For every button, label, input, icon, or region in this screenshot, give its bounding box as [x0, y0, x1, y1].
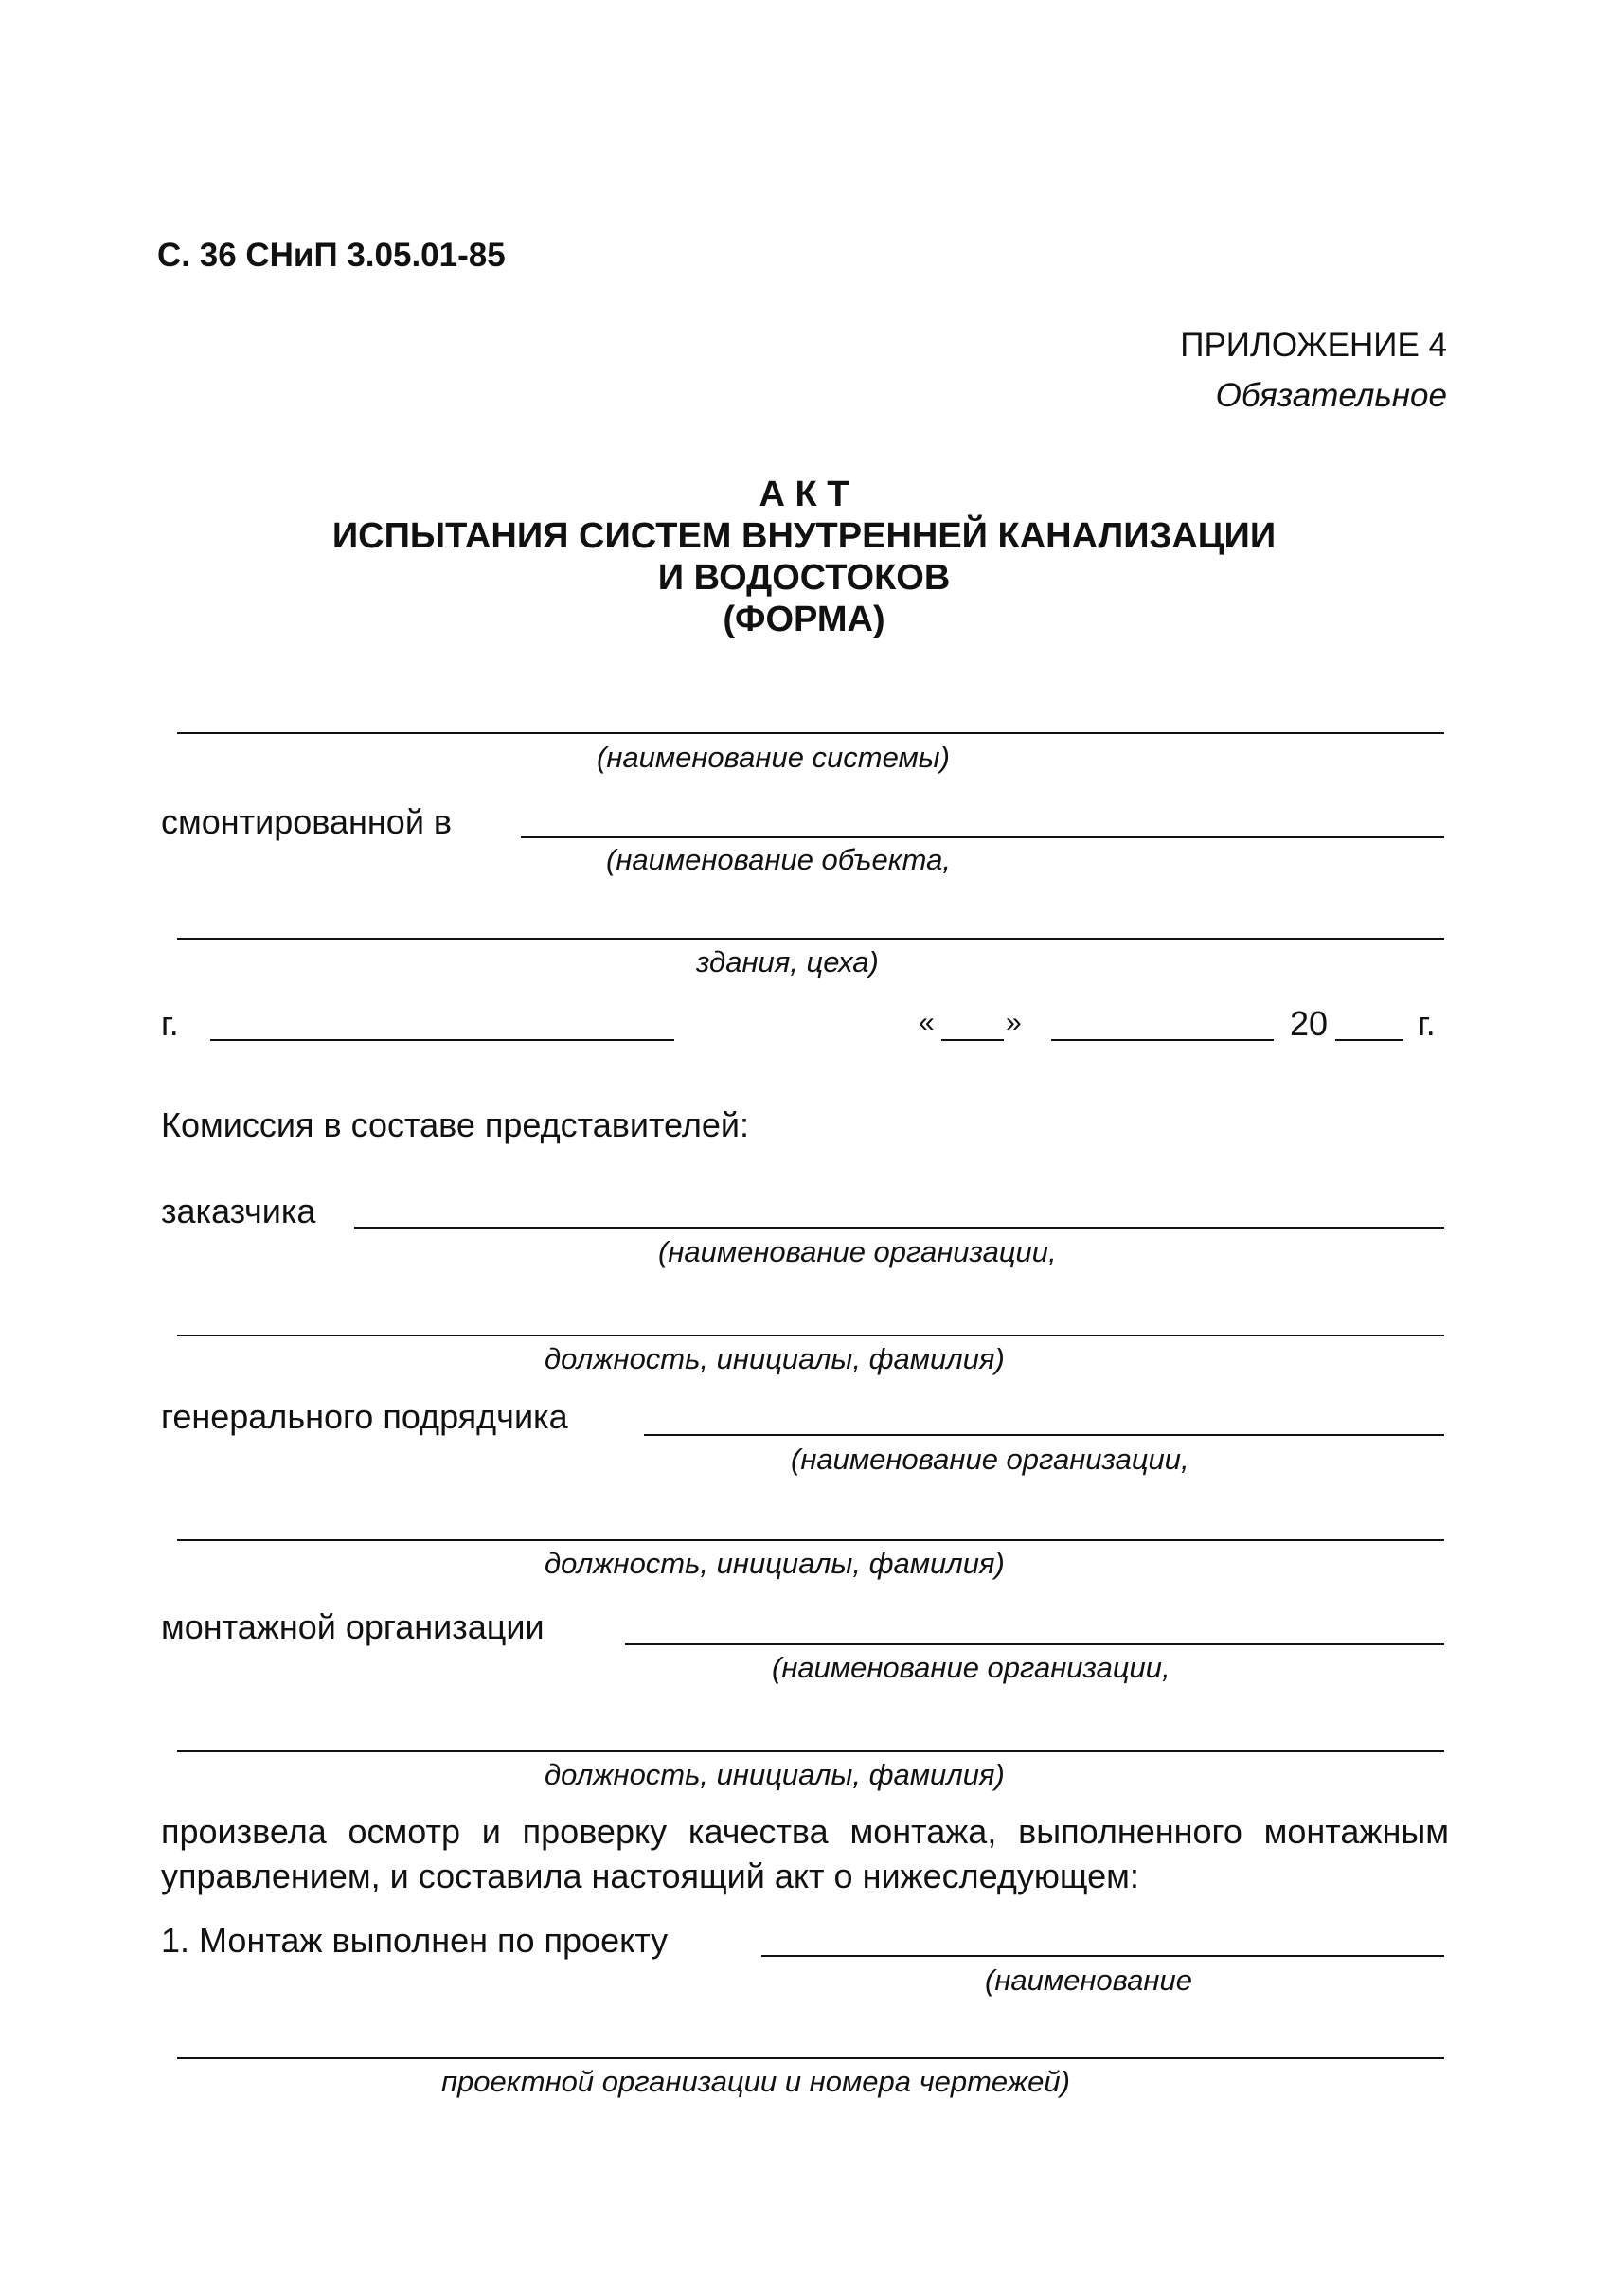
inspection-paragraph: произвела осмотр и проверку качества монтажа, выполненного монтажным управлением, и составила настоящий акт о нижеследующем:	[161, 1812, 1449, 1895]
customer-org-caption: (наименование организации,	[658, 1235, 1057, 1268]
installer-label: монтажной организации	[161, 1607, 545, 1646]
installer-person-caption: должность, инициалы, фамилия)	[545, 1758, 1005, 1791]
form-label: (ФОРМА)	[723, 600, 885, 639]
object-name-line[interactable]	[521, 836, 1444, 838]
contractor-org-line[interactable]	[644, 1434, 1444, 1436]
mounted-label: смонтированной в	[161, 802, 453, 841]
year-prefix: 20	[1290, 1004, 1329, 1043]
date-open-quote: «	[919, 1007, 935, 1038]
act-title: А К Т	[759, 475, 849, 514]
installer-org-line[interactable]	[625, 1643, 1444, 1645]
contractor-person-line[interactable]	[177, 1539, 1444, 1541]
appendix-label: ПРИЛОЖЕНИЕ 4	[1180, 327, 1447, 364]
system-name-line[interactable]	[177, 732, 1444, 734]
project-org-line[interactable]	[177, 2057, 1444, 2059]
month-line[interactable]	[1051, 1039, 1274, 1041]
city-label: г.	[161, 1004, 179, 1043]
act-subtitle: ИСПЫТАНИЯ СИСТЕМ ВНУТРЕННЕЙ КАНАЛИЗАЦИИ	[331, 516, 1277, 556]
project-org-caption: проектной организации и номера чертежей)	[441, 2065, 1070, 2098]
customer-org-line[interactable]	[354, 1227, 1444, 1229]
building-line[interactable]	[177, 938, 1444, 940]
contractor-label: генерального подрядчика	[161, 1397, 568, 1436]
contractor-org-caption: (наименование организации,	[791, 1443, 1189, 1476]
project-caption: (наименование	[985, 1964, 1192, 1997]
commission-heading: Комиссия в составе представителей:	[161, 1105, 749, 1144]
project-line[interactable]	[761, 1955, 1444, 1957]
year-suffix: г.	[1418, 1004, 1436, 1043]
year-line[interactable]	[1335, 1039, 1403, 1041]
day-line[interactable]	[941, 1039, 1004, 1041]
mandatory-label: Обязательное	[1215, 377, 1447, 414]
item1-label: 1. Монтаж выполнен по проекту	[161, 1921, 669, 1960]
object-name-caption: (наименование объекта,	[606, 843, 952, 876]
installer-person-line[interactable]	[177, 1750, 1444, 1752]
customer-person-line[interactable]	[177, 1335, 1444, 1336]
city-line[interactable]	[210, 1039, 674, 1041]
customer-person-caption: должность, инициалы, фамилия)	[545, 1342, 1005, 1375]
page-reference: С. 36 СНиП 3.05.01-85	[157, 237, 506, 274]
system-name-caption: (наименование системы)	[597, 741, 950, 774]
installer-org-caption: (наименование организации,	[772, 1651, 1170, 1684]
date-close-quote: »	[1006, 1007, 1022, 1038]
contractor-person-caption: должность, инициалы, фамилия)	[545, 1547, 1005, 1580]
building-caption: здания, цеха)	[696, 945, 879, 978]
act-subtitle-2: И ВОДОСТОКОВ	[657, 558, 951, 598]
customer-label: заказчика	[161, 1192, 316, 1230]
